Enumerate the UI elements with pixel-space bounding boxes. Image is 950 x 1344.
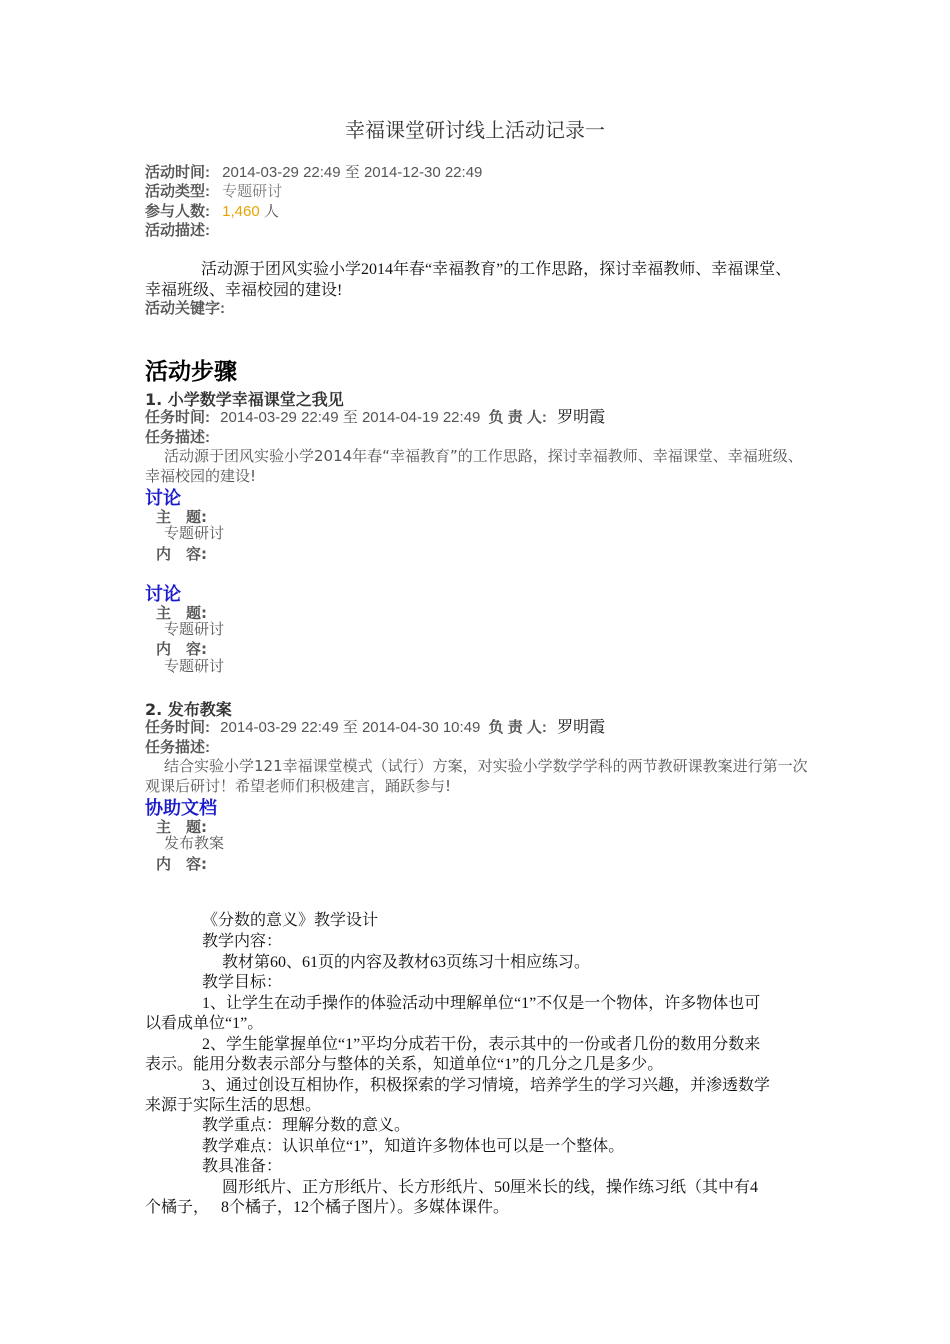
lesson-content-label: 教学内容： [202,933,283,950]
discussion-1-heading: 讨论 [145,488,181,509]
owner-value: 罗明霞 [557,719,606,736]
lesson-goal-2-line-1: 2、学生能掌握单位“1”平均分成若干份，表示其中的一份或者几份的数用分数来 [202,1036,761,1053]
lesson-key-point: 教学重点：理解分数的意义。 [202,1117,411,1134]
lesson-goal-label: 教学目标： [202,974,283,991]
assist-doc-subject-value: 发布教案 [164,834,225,852]
page-title: 幸福课堂研讨线上活动记录一 [345,118,605,142]
step-1-task-description: 活动源于团风实验小学2014年春“幸福教育”的工作思路，探讨幸福教师、幸福课堂、幸福班级、幸福校园的建设! [145,447,803,485]
lesson-tools-line-2: 个橘子， 8个橘子，12个橘子图片）。多媒体课件。 [145,1199,510,1216]
step-2-heading: 2. 发布教案 [145,700,232,719]
assist-doc-content-label: 内 容: [156,855,207,873]
lesson-goal-3-line-2: 来源于实际生活的思想。 [145,1097,322,1114]
step-1-desc-label-row [145,428,210,447]
lesson-difficulty: 教学难点：认识单位“1”，知道许多物体也可以是一个整体。 [202,1138,625,1155]
lesson-goal-3-line-1: 3、通过创设互相协作，积极探索的学习情境，培养学生的学习兴趣，并渗透数学 [202,1077,771,1094]
owner-value: 罗明霞 [557,409,606,426]
step-1-heading: 1. 小学数学幸福课堂之我见 [145,390,344,409]
lesson-content-text: 教材第60、61页的内容及教材63页练习十相应练习。 [222,954,591,971]
discussion-2-heading: 讨论 [145,584,181,605]
lesson-doc-title: 《分数的意义》教学设计 [202,912,379,929]
activity-desc-label-row [145,221,210,240]
discussion-1-subject-label: 主 题: [156,508,207,526]
activity-time-value: 2014-03-29 22:49 至 2014-12-30 22:49 [222,164,483,181]
step-2-desc-label-row [145,738,210,757]
activity-keyword-label: 活动关键字: [145,300,225,317]
steps-heading: 活动步骤 [145,359,237,385]
lesson-tools-line-1: 圆形纸片、正方形纸片、长方形纸片、50厘米长的线，操作练习纸（其中有4 [222,1179,759,1196]
task-time-value: 2014-03-29 22:49 至 2014-04-30 10:49 [220,719,481,736]
discussion-2-subject-label: 主 题: [156,604,207,622]
discussion-2-content-label: 内 容: [156,640,207,658]
activity-type-label: 活动类型: [145,183,210,200]
step-1-time-row [145,408,605,427]
owner-label: 负 责 人: [488,719,547,736]
step-2-task-description: 结合实验小学121幸福课堂模式（试行）方案，对实验小学数学学科的两节教研课教案进行第一次观课后研讨！希望老师们积极建言，踊跃参与! [145,757,808,795]
discussion-1-content-label: 内 容: [156,545,207,563]
owner-label: 负 责 人: [488,409,547,426]
task-time-label: 任务时间: [145,409,210,426]
assist-doc-heading: 协助文档 [145,798,217,819]
discussion-2-subject-value: 专题研讨 [164,620,225,638]
lesson-goal-1-line-2: 以看成单位“1”。 [145,1015,264,1032]
activity-description: 活动源于团风实验小学2014年春“幸福教育”的工作思路，探讨幸福教师、幸福课堂、幸福班级、幸福校园的建设! [145,261,792,299]
participants-count: 1,460 [222,203,260,220]
lesson-tools-label: 教具准备： [202,1158,283,1175]
task-desc-label: 任务描述: [145,429,210,446]
activity-time-row [145,163,482,182]
discussion-1-subject-value: 专题研讨 [164,524,225,542]
lesson-goal-2-line-2: 表示。能用分数表示部分与整体的关系，知道单位“1”的几分之几是多少。 [145,1056,664,1073]
task-time-value: 2014-03-29 22:49 至 2014-04-19 22:49 [220,409,481,426]
activity-keyword-row [145,299,225,318]
activity-time-label: 活动时间: [145,164,210,181]
participants-label: 参与人数: [145,203,210,220]
discussion-2-content-value: 专题研讨 [164,657,225,675]
activity-desc-label: 活动描述: [145,222,210,239]
lesson-goal-1-line-1: 1、让学生在动手操作的体验活动中理解单位“1”不仅是一个物体，许多物体也可 [202,995,761,1012]
assist-doc-subject-label: 主 题: [156,818,207,836]
task-time-label: 任务时间: [145,719,210,736]
step-2-time-row [145,718,605,737]
participants-unit: 人 [263,203,279,220]
participants-row [145,202,279,221]
activity-type-value: 专题研讨 [222,183,283,200]
task-desc-label: 任务描述: [145,739,210,756]
activity-type-row [145,182,282,201]
